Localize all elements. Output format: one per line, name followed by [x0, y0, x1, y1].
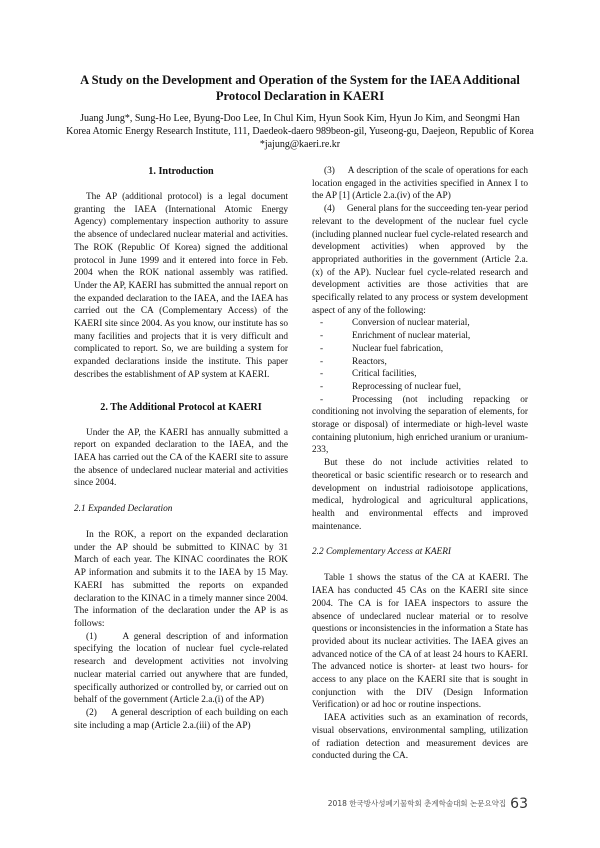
list-item: - Reprocessing of nuclear fuel, — [320, 381, 461, 392]
page-footer — [300, 796, 528, 812]
list-item: - Enrichment of nuclear material, — [320, 331, 471, 342]
additional-protocol-paragraph: Under the AP, the KAERI has annually submitted a report on expanded declaration to the IAEA, and the IAEA has carried out the CA of the KAERI site to assure the absence of undeclared nuclear material and activities since 2004. — [74, 427, 288, 489]
right-column — [312, 165, 528, 763]
author-affiliation: Korea Atomic Energy Research Institute, 111, Daedeok-daero 989beon-gil, Yuseong-gu, Daejeon, Republic of Korea — [66, 126, 534, 137]
introduction-paragraph: The AP (additional protocol) is a legal document granting the IAEA (International Atomic Energy Agency) complementary inspection authority to assure the absence of undeclared nuclear material and activities. The ROK (Republic Of Korea) signed the additional protocol in June 1999 and it entered into force in Feb. 2004 when the ROK national assembly was ratified. Under the AP, KAERI has submitted the annual report on the expanded declaration to the IAEA, and the IAEA has carried out the CA (Complementary Access) of the KAERI site since 2004. As you know, our institute has so many facilities and projects that it is very difficult and complicated to report. So, we are building a system for expanded declarations inside the institute. This paper describes the establishment of AP system at KAERI. — [74, 192, 288, 380]
subsection-heading-complementary-access: 2.2 Complementary Access at KAERI — [312, 547, 451, 558]
list-item: - Conversion of nuclear material, — [320, 318, 470, 329]
paper-title: A Study on the Development and Operation of the System for the IAEA Additional Protocol Declaration in KAERI — [80, 73, 520, 103]
author-block — [40, 112, 560, 151]
footer-text: 2018 한국방사성폐기물학회 춘계학술대회 논문요약집 — [327, 799, 507, 808]
list-item: - Nuclear fuel fabrication, — [320, 343, 444, 354]
exclusions-paragraph: But these do not include activities related to theoretical or basic scientific research or to research and development on industrial radioisotope applications, medical, hydrological and agricultural applications, health and environmental effects and improved maintenance. — [312, 458, 528, 532]
section-heading-additional-protocol: 2. The Additional Protocol at KAERI — [100, 401, 262, 413]
declaration-item-3: (3) A description of the scale of operations for each location engaged in the activities specified in Annex I to the AP [1] (Article 2.a.(iv) of the AP) — [312, 166, 528, 202]
iaea-activities-paragraph: IAEA activities such as an examination of records, visual observations, environmental sampling, utilization of radiation detection and measurement devices are conducted during the CA. — [312, 713, 528, 762]
list-item: - Critical facilities, — [320, 369, 417, 380]
declaration-item-2: (2) A general description of each building on each site including a map (Article 2.a.(iii) of the AP) — [74, 707, 288, 731]
declaration-item-1: (1) A general description of and information specifying the location of nuclear fuel cycle-related research and development activities not involving nuclear material carried out anywhere that are funded, specifically authorized or controlled by, or carried out on behalf of the government (Article 2.a.(i) of the AP) — [74, 631, 288, 706]
declaration-item-4: (4) General plans for the succeeding ten-year period relevant to the development of the nuclear fuel cycle (including planned nuclear fuel cycle-related research and development activities) when approved by the appropriated authorities in the government (Article 2.a.(x) of the AP). Nuclear fuel cycle-related research and development activities are those activities that are specifically related to any process or system development aspect of any of the following: — [312, 204, 528, 316]
page-number: 63 — [510, 796, 528, 812]
expanded-declaration-paragraph: In the ROK, a report on the expanded declaration under the AP should be submitted to KINAC by 31 March of each year. The KINAC coordinates the ROK AP information and submits it to the IAEA by 15 May. KAERI has submitted the reports on expanded declaration to the KINAC in a timely manner since 2004. The information of the declaration under the AP is as follows: — [74, 530, 288, 629]
list-item: - Processing (not including repacking or conditioning not involving the separation of elements, for storage or disposal) of intermediate or high-level waste containing plutonium, high enriched uranium or uranium-233, — [312, 394, 528, 456]
subsection-heading-expanded-declaration: 2.1 Expanded Declaration — [74, 504, 173, 515]
author-email: *jajung@kaeri.re.kr — [259, 139, 341, 150]
activity-list — [312, 317, 528, 457]
author-names: Juang Jung*, Sung-Ho Lee, Byung-Doo Lee, In Chul Kim, Hyun Sook Kim, Hyun Jo Kim, and Seongmi Han — [80, 113, 520, 124]
section-heading-introduction: 1. Introduction — [148, 166, 214, 177]
list-item: - Reactors, — [320, 356, 387, 367]
complementary-access-paragraph: Table 1 shows the status of the CA at KAERI. The IAEA has conducted 45 CAs on the KAERI site since 2004. The CA is for IAEA inspectors to assure the absence of undeclared nuclear material or to resolve questions or inconsistencies in the information a State has provided about its nuclear activities. The IAEA gives an advanced notice of the CA of at least 24 hours to KAERI. The advanced notice is shorter- at least two hours- for access to any place on the KAERI site that is sought in conjunction with the DIV (Design Information Verification) or ad hoc or routine inspections. — [312, 573, 528, 711]
left-column — [74, 165, 288, 732]
